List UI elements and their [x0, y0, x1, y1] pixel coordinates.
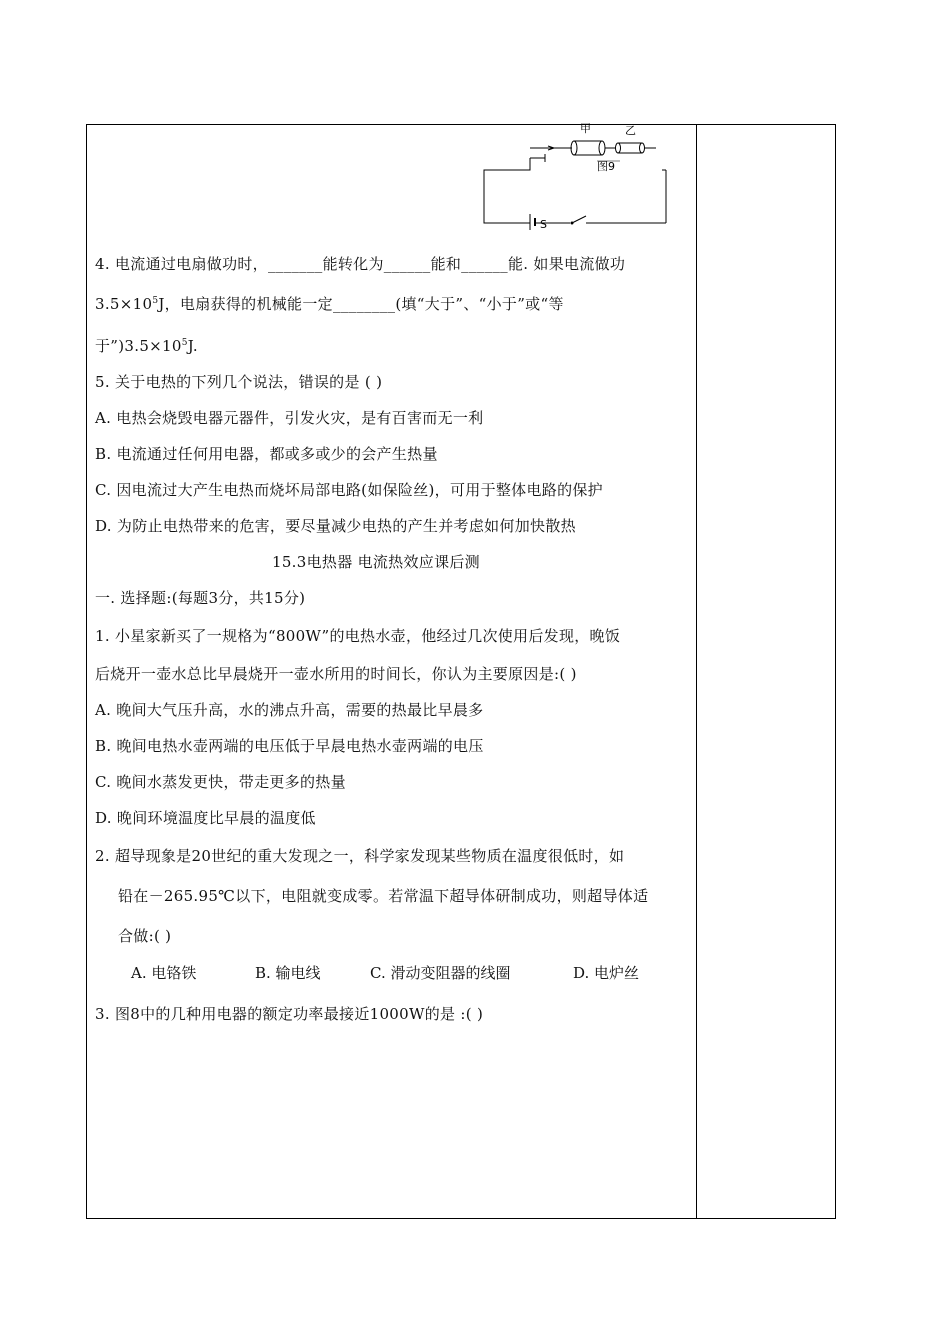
p1-option-a: A. 晚间大气压升高，水的沸点升高，需要的热最比早晨多 [95, 701, 484, 719]
p2-line2: 铅在－265.95℃以下，电阻就变成零。若常温下超导体研制成功，则超导体适 [118, 887, 649, 905]
p1-option-c: C. 晚间水蒸发更快，带走更多的热量 [95, 773, 346, 791]
section-title: 15.3电热器 电流热效应课后测 [272, 553, 480, 571]
p1-line1: 1. 小星家新买了一规格为“800W”的电热水壶，他经过几次使用后发现，晚饭 [95, 627, 621, 645]
q5-option-d: D. 为防止电热带来的危害，要尽量减少电热的产生并考虑如何加快散热 [95, 517, 576, 535]
p3-line1: 3. 图8中的几种用电器的额定功率最接近1000W的是 :( ) [95, 1005, 484, 1023]
p1-option-b: B. 晚间电热水壶两端的电压低于早晨电热水壶两端的电压 [95, 737, 484, 755]
p1-option-d: D. 晚间环境温度比早晨的温度低 [95, 809, 316, 827]
circuit-diagram-figure [470, 118, 700, 230]
q5-stem: 5. 关于电热的下列几个说法，错误的是 ( ) [95, 373, 383, 391]
figure-label-yi: 乙 [625, 124, 636, 137]
p2-option-a: A. 电铬铁 [131, 964, 197, 982]
figure-label-jia: 甲 [580, 122, 591, 135]
p2-option-c: C. 滑动变阻器的线圈 [370, 964, 511, 982]
table-column-divider [696, 124, 697, 1219]
p2-line3: 合做:( ) [118, 927, 172, 945]
q4-line3: 于$”)3.5\times 10^5J$. [95, 337, 198, 355]
figure-caption: 图9 [597, 160, 615, 173]
part1-heading: 一. 选择题:(每题3分，共15分) [95, 589, 306, 607]
q5-option-b: B. 电流通过任何用电器，都或多或少的会产生热量 [95, 445, 438, 463]
p2-option-b: B. 输电线 [255, 964, 321, 982]
q5-option-c: C. 因电流过大产生电热而烧坏局部电路(如保险丝)，可用于整体电路的保护 [95, 481, 603, 499]
switch-label: S [540, 218, 547, 230]
p2-option-d: D. 电炉丝 [573, 964, 640, 982]
p1-line2: 后烧开一壶水总比早晨烧开一壶水所用的时间长，你认为主要原因是:( ) [95, 665, 577, 683]
q4-line2: $3.5\times 10^5J$，电扇获得的机械能一定________(填“大于”、“小于”或“等 [95, 295, 564, 313]
p2-line1: 2. 超导现象是20世纪的重大发现之一，科学家发现某些物质在温度很低时，如 [95, 847, 625, 865]
q5-option-a: A. 电热会烧毁电器元器件，引发火灾，是有百害而无一利 [95, 409, 484, 427]
q4-line1: 4. 电流通过电扇做功时，_______能转化为______能和______能. 如果电流做功 [95, 255, 626, 273]
